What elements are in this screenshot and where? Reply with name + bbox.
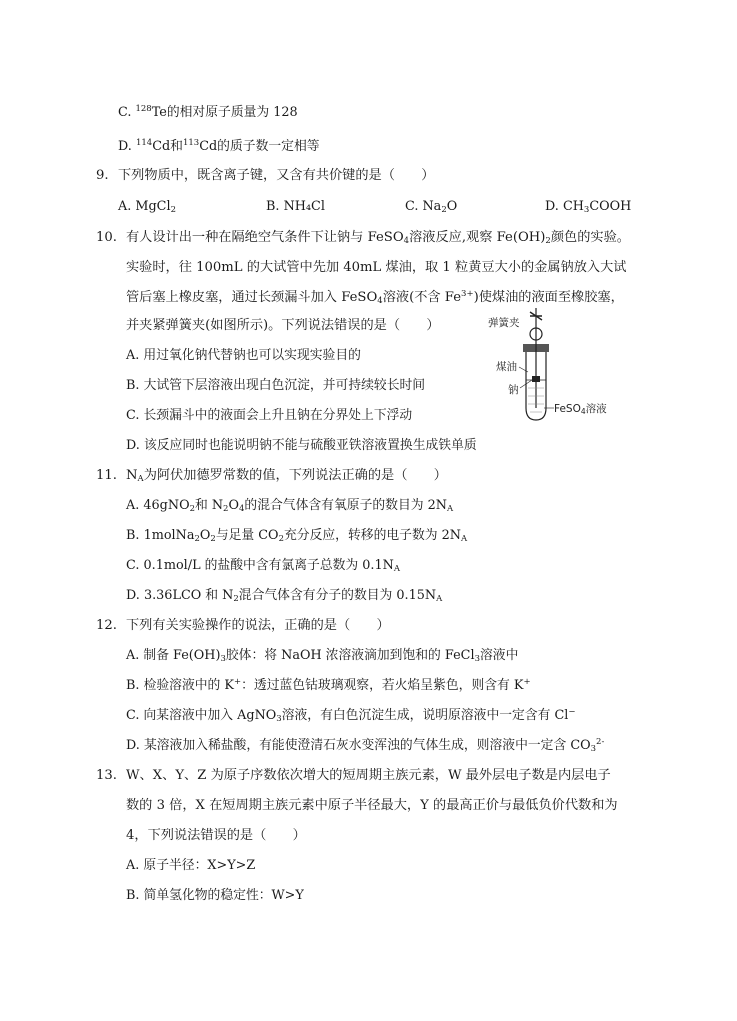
- label-solution: FeSO4溶液: [554, 403, 607, 416]
- q8-option-d: D. $^{114}$Cd和$^{113}$Cd的质子数一定相等: [118, 138, 320, 154]
- q9-option-c: C. $Na_2O$: [405, 199, 458, 215]
- q10-option-a: A. 用过氧化钠代替钠也可以实现实验目的: [126, 348, 361, 363]
- q9-option-b: B. NH₄Cl: [266, 199, 325, 214]
- q11-option-d: D. 3.36LCO 和 $N_2$混合气体含有分子的数目为 $0.15N_A$: [126, 588, 443, 604]
- q12-option-d: D. 某溶液加入稀盐酸，有能使澄清石灰水变浑浊的气体生成，则溶液中一定含 $CO_3^{2-}$: [126, 737, 605, 754]
- q12-stem: 12. 下列有关实验操作的说法，正确的是（ ）: [96, 618, 390, 633]
- q8-option-c: C. $^{128}$Te的相对原子质量为 128: [118, 104, 298, 120]
- q10-option-d: D. 该反应同时也能说明钠不能与硫酸亚铁溶液置换生成铁单质: [126, 438, 477, 453]
- q12-option-a: A. 制备 $Fe(OH)_3$胶体：将 NaOH 浓溶液滴加到饱和的 FeCl$_3$溶液中: [126, 648, 519, 664]
- sodium-piece: [532, 376, 540, 382]
- q9-option-a: A. MgCl$_2$: [118, 199, 176, 215]
- label-spring-clip: 弹簧夹: [488, 317, 520, 329]
- q12-option-c: C. 向某溶液中加入 AgNO$_3$溶液，有白色沉淀生成，说明原溶液中一定含有 Cl−: [126, 707, 576, 724]
- leader-kerosene: [519, 367, 528, 372]
- q11-option-a: A. 46gNO$_2$和 $N_2O_4$的混合气体含有氧原子的数目为 $2N_A$: [126, 498, 454, 514]
- q10-stem-line4: 并夹紧弹簧夹(如图所示)。下列说法错误的是（ ）: [126, 318, 440, 333]
- label-sodium: 钠: [508, 384, 519, 396]
- q10-stem-line1: 10. 有人设计出一种在隔绝空气条件下让钠与 FeSO$_4$溶液反应,观察 $Fe(OH)_2$颜色的实验。: [96, 230, 630, 246]
- q9-option-d: D. $CH_3COOH$: [545, 199, 632, 215]
- q13-stem-line1: 13. W、X、Y、Z 为原子序数依次增大的短周期主族元素，W 最外层电子数是内层电子: [96, 768, 611, 783]
- q10-apparatus-figure: [486, 308, 616, 428]
- q12-option-b: B. 检验溶液中的 K+：透过蓝色钴玻璃观察，若火焰呈紫色，则含有 K+: [126, 677, 531, 693]
- q11-stem: 11. $N_A$为阿伏加德罗常数的值，下列说法正确的是（ ）: [96, 468, 447, 484]
- q9-stem: 9. 下列物质中，既含离子键，又含有共价键的是（ ）: [96, 168, 435, 183]
- q13-option-a: A. 原子半径：X>Y>Z: [126, 858, 256, 873]
- q11-option-b: B. $1molNa_2O_2$与足量 $CO_2$充分反应，转移的电子数为 $2N_A$: [126, 528, 468, 544]
- q13-stem-line2: 数的 3 倍，X 在短周期主族元素中原子半径最大，Y 的最高正价与最低负价代数和为: [126, 798, 618, 813]
- q10-option-c: C. 长颈漏斗中的液面会上升且钠在分界处上下浮动: [126, 408, 413, 423]
- q10-stem-line3: 管后塞上橡皮塞，通过长颈漏斗加入 FeSO$_4$溶液(不含 $Fe^{3+}$)使煤油的液面至橡胶塞，: [126, 289, 624, 306]
- label-kerosene: 煤油: [496, 361, 517, 373]
- q10-option-b: B. 大试管下层溶液出现白色沉淀，并可持续较长时间: [126, 378, 426, 393]
- q10-stem-line2: 实验时，往 100mL 的大试管中先加 40mL 煤油，取 1 粒黄豆大小的金属钠放入大试: [126, 260, 627, 275]
- q13-stem-line3: 4，下列说法错误的是（ ）: [126, 828, 306, 843]
- q11-option-c: C. 0.1mol/L 的盐酸中含有氯离子总数为 $0.1N_A$: [126, 558, 400, 574]
- q13-option-b: B. 简单氢化物的稳定性：W>Y: [126, 888, 304, 903]
